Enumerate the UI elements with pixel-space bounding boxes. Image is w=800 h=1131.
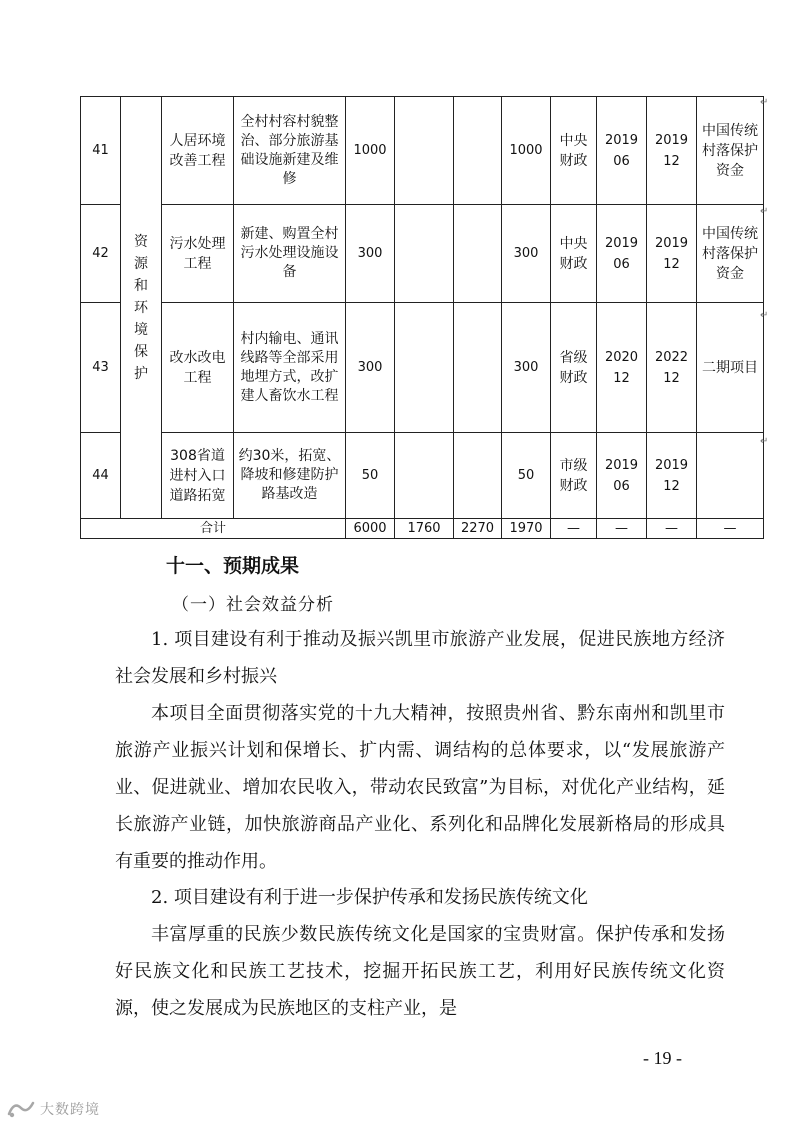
category-cell [121,97,162,519]
total-col4: 1970 [502,519,551,539]
total-row [81,519,764,539]
amount-col4: 300 [502,303,551,433]
table-row [81,433,764,519]
project-content: 全村村容村貌整治、部分旅游基础设施新建及维修 [234,97,346,205]
row-number: 44 [81,433,121,519]
amount-total: 1000 [346,97,395,205]
paragraph: 1. 项目建设有利于推动及振兴凯里市旅游产业发展，促进民族地方经济社会发展和乡村振兴 [115,629,725,687]
project-name: 308省道进村入口道路拓宽 [162,433,234,519]
fund-note [697,433,764,519]
start-date: 2020 12 [597,303,647,433]
project-name: 人居环境改善工程 [162,97,234,205]
project-content: 村内输电、通讯线路等全部采用地埋方式，改扩建人畜饮水工程 [234,303,346,433]
amount-total: 50 [346,433,395,519]
project-table [80,96,764,539]
amount-col2 [395,97,454,205]
project-content: 约30米，拓宽、降坡和修建防护路基改造 [234,433,346,519]
total-fund: — [697,519,764,539]
amount-col2 [395,433,454,519]
paragraph-mark: ↵ [760,97,769,108]
amount-col2 [395,205,454,303]
fund-source: 中央财政 [551,97,597,205]
end-date: 2019 12 [647,433,697,519]
start-date: 2019 06 [597,205,647,303]
watermark [6,1096,100,1122]
fund-source: 市级财政 [551,433,597,519]
table-row [81,303,764,433]
fund-source: 中央财政 [551,205,597,303]
amount-total: 300 [346,205,395,303]
start-date: 2019 06 [597,97,647,205]
amount-col4: 1000 [502,97,551,205]
total-end: — [647,519,697,539]
fund-source: 省级财政 [551,303,597,433]
end-date: 2019 12 [647,97,697,205]
category-label: 资源和环境保护 [134,233,148,382]
amount-col3 [454,433,502,519]
subsection-heading: （一）社会效益分析 [172,595,334,615]
end-date: 2019 12 [647,205,697,303]
amount-total: 300 [346,303,395,433]
end-date: 2022 12 [647,303,697,433]
paragraph: 2. 项目建设有利于进一步保护传承和发扬民族传统文化 [151,887,588,908]
amount-col2 [395,303,454,433]
row-number: 42 [81,205,121,303]
amount-col3 [454,97,502,205]
paragraph-mark: ↵ [760,310,769,321]
total-amount: 6000 [346,519,395,539]
fund-note: 二期项目 [697,303,764,433]
logo-icon [6,1098,36,1120]
paragraph-mark: ↵ [760,206,769,217]
watermark-text: 大数跨境 [40,1102,100,1118]
paragraph: 本项目全面贯彻落实党的十九大精神，按照贵州省、黔东南州和凯里市旅游产业振兴计划和保增长、扩内需、调结构的总体要求，以“发展旅游产业、促进就业、增加农民收入，带动农民致富”为目标，对优化产业结构，延长旅游产业链，加快旅游商品产业化、系列化和品牌化发展新格局的形成具有重要的推动作用。 [115,703,725,872]
total-col3: 2270 [454,519,502,539]
project-content: 新建、购置全村污水处理设施设备 [234,205,346,303]
amount-col3 [454,303,502,433]
project-name: 改水改电工程 [162,303,234,433]
table-row [81,97,764,205]
total-start: — [597,519,647,539]
paragraph: 丰富厚重的民族少数民族传统文化是国家的宝贵财富。保护传承和发扬好民族文化和民族工艺技术，挖掘开拓民族工艺，利用好民族传统文化资源，使之发展成为民族地区的支柱产业，是 [115,924,725,1019]
paragraph-mark: ↵ [760,436,769,447]
row-number: 43 [81,303,121,433]
amount-col4: 50 [502,433,551,519]
total-source: — [551,519,597,539]
table-row [81,205,764,303]
total-col2: 1760 [395,519,454,539]
section-heading: 十一、预期成果 [166,555,300,577]
page-number: - 19 - [643,1048,682,1068]
fund-note: 中国传统村落保护资金 [697,205,764,303]
project-name: 污水处理工程 [162,205,234,303]
amount-col3 [454,205,502,303]
start-date: 2019 06 [597,433,647,519]
total-label: 合计 [81,519,346,539]
row-number: 41 [81,97,121,205]
amount-col4: 300 [502,205,551,303]
fund-note: 中国传统村落保护资金 [697,97,764,205]
